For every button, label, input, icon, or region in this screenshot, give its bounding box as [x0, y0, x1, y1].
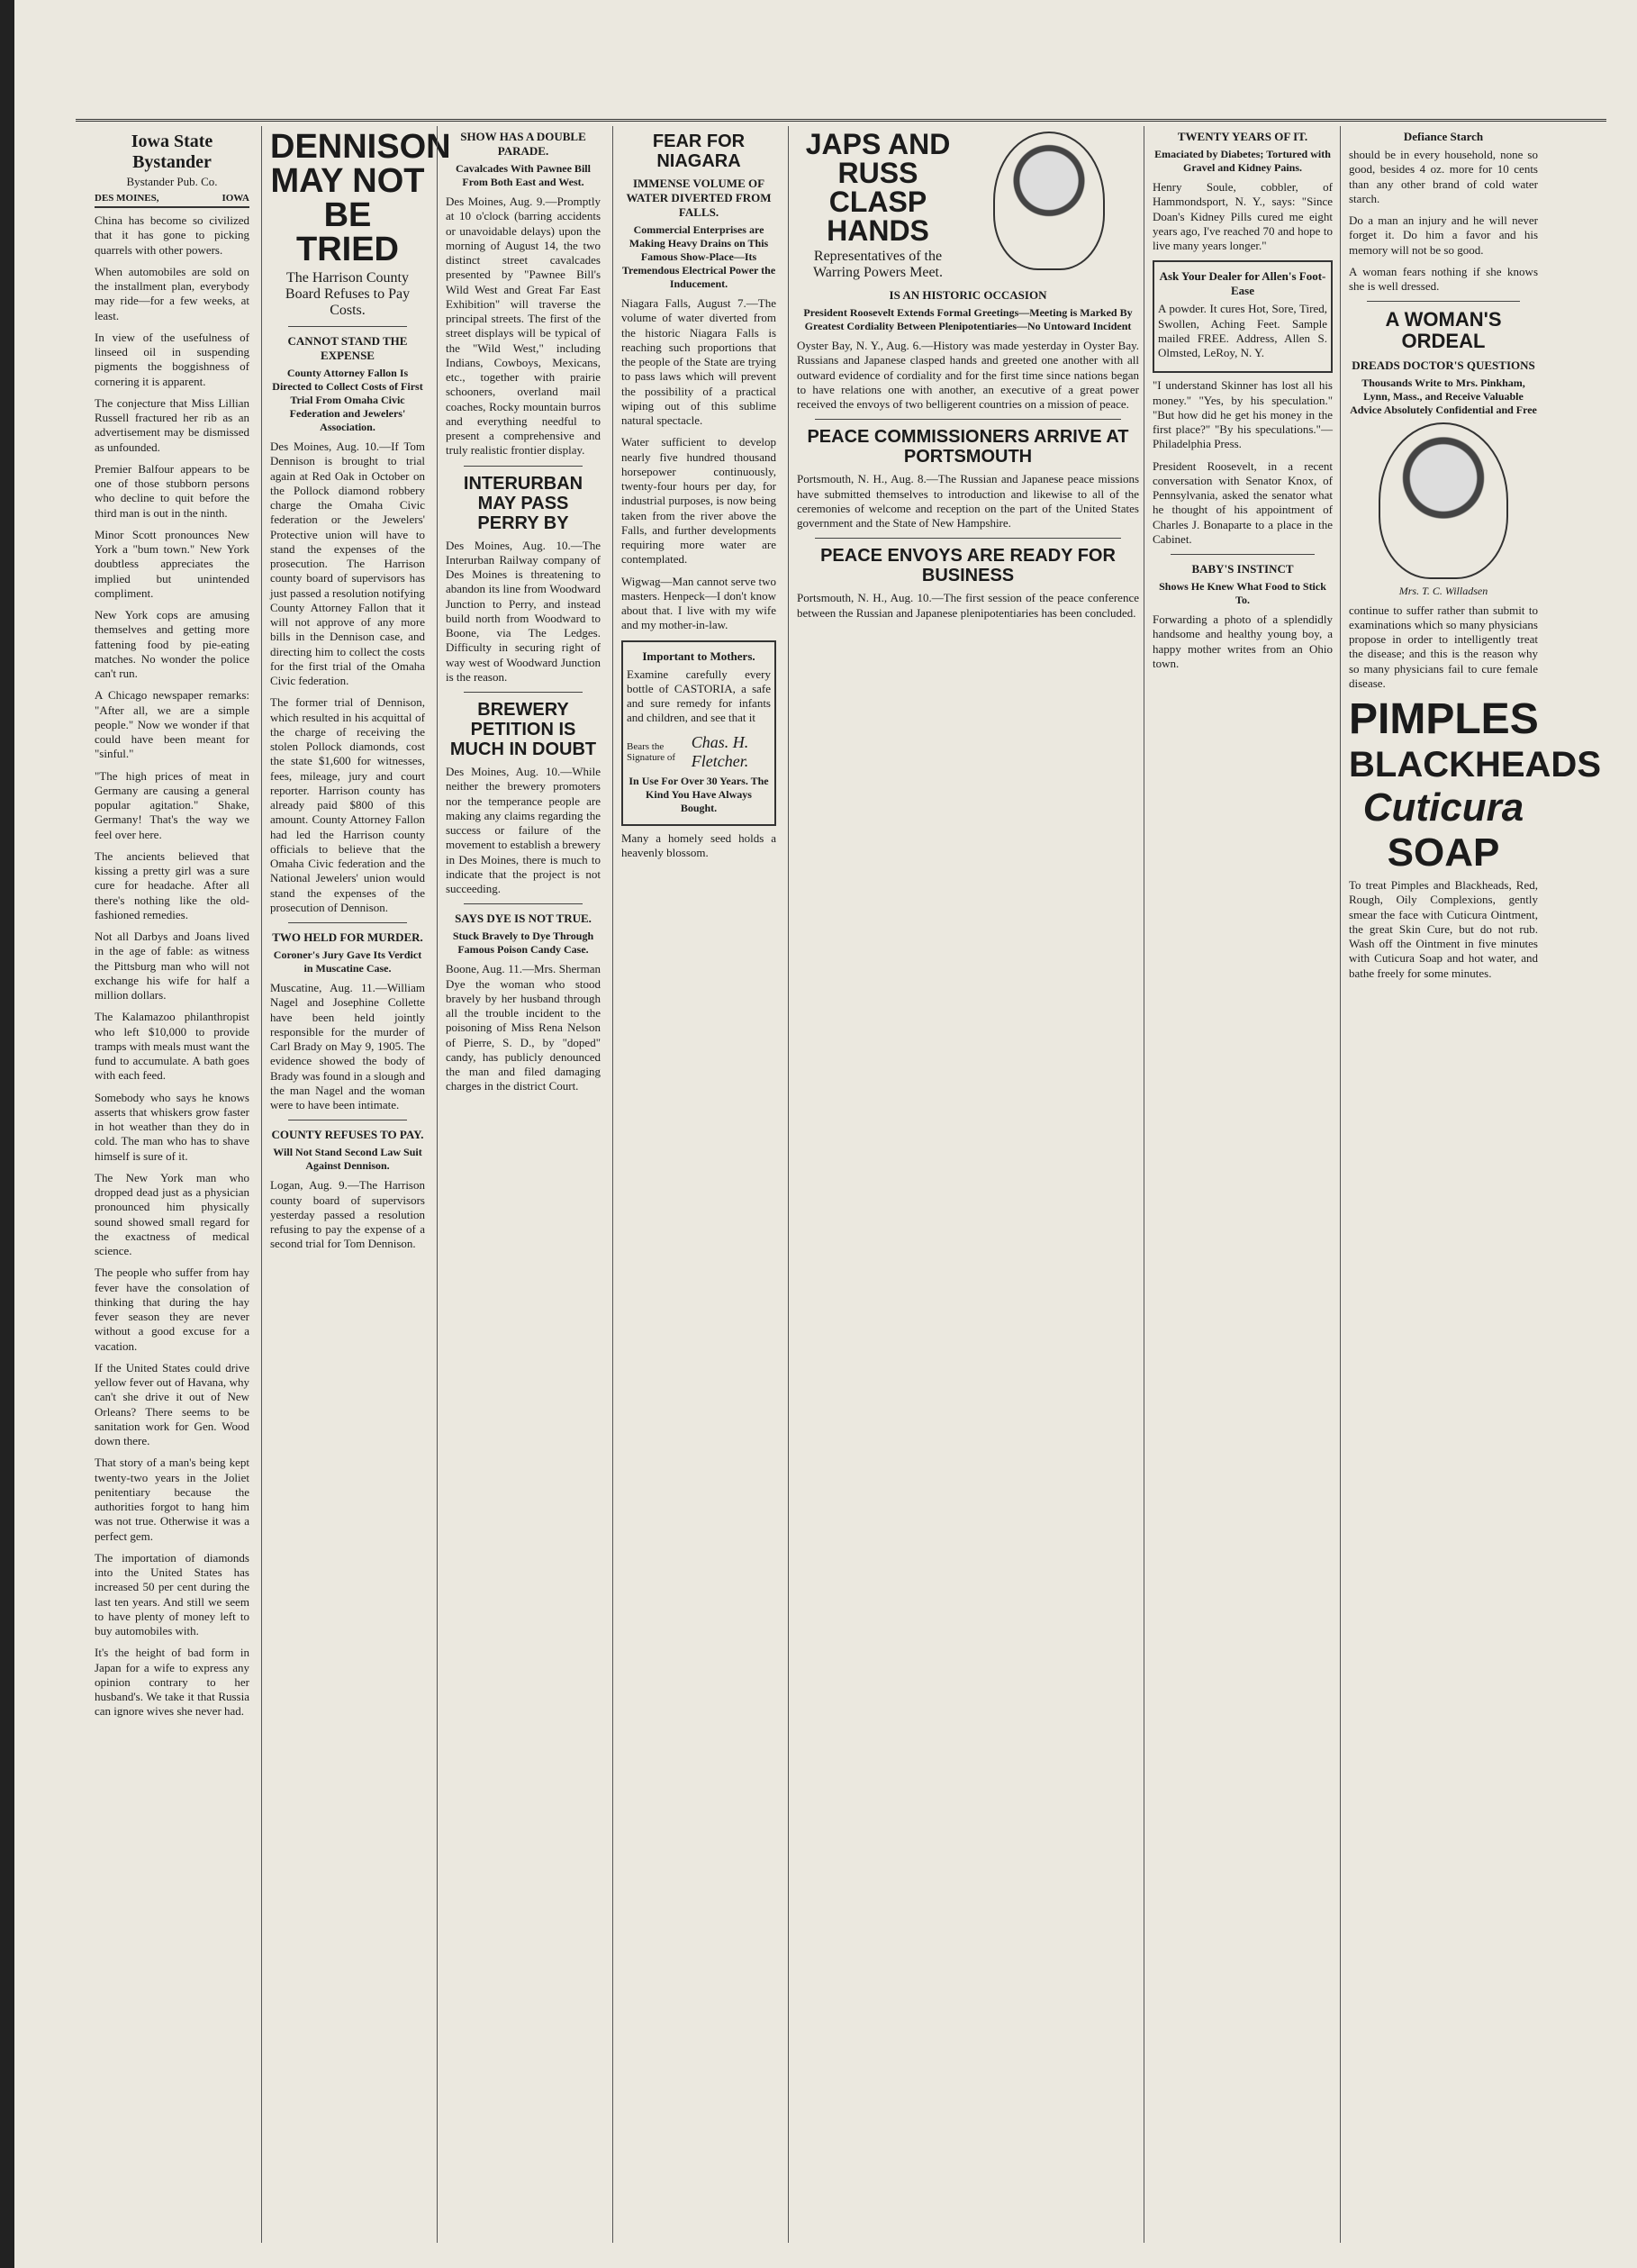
portrait-illustration [1379, 422, 1508, 579]
paragraph: The conjecture that Miss Lillian Russell fractured her rib as an advertisement may be dismissed as unfounded. [95, 395, 249, 454]
paragraph: Logan, Aug. 9.—The Harrison county board of supervisors yesterday passed a resolution refusing to pay the expense of a second trial for Tom Dennison. [270, 1178, 425, 1251]
ad-pimples: PIMPLES [1349, 695, 1539, 744]
paragraph: Niagara Falls, August 7.—The volume of water diverted from the historic Niagara Falls is reaching such proportions that the people of the State are trying to pass laws which will prevent the possibility of a practical wiping out of this sublime natural spectacle. [621, 296, 776, 427]
story-head: SAYS DYE IS NOT TRUE. [455, 912, 592, 926]
paragraph: The importation of diamonds into the United States has increased 50 per cent during the last ten years. And still we seem to have plenty of money left to buy automobiles with. [95, 1550, 249, 1637]
paragraph: Water sufficient to develop nearly five hundred thousand horsepower continuously, twenty-four hours per day, for industrial purposes, is now being taken from the river above the Falls, and further developments requiring more water are contemplated. [621, 435, 776, 567]
ad-head: Important to Mothers. [642, 649, 755, 663]
paragraph: Somebody who says he knows asserts that whiskers grow faster in hot weather than they do in cold. The man who has to shave himself is sure of it. [95, 1090, 249, 1163]
divider [464, 692, 583, 693]
paragraph: Henry Soule, cobbler, of Hammondsport, N. Y., says: "Since Doan's Kidney Pills cured me eight years ago, I've reached 70 and hope to live many years longer." [1153, 180, 1333, 252]
ad-foot: In Use For Over 30 Years. The Kind You Have Always Bought. [629, 774, 769, 814]
paragraph: Des Moines, Aug. 10.—The Interurban Railway company of Des Moines is threatening to abandon its line from Woodward Junction to Perry, and instead build north from Woodward to Boone, via The Ledges. Difficulty in securing right of way west of Woodward Junction is the reason. [446, 538, 601, 684]
column-divider [1340, 126, 1341, 2243]
ad-cuticura: Cuticura [1362, 785, 1524, 830]
story-head: TWO HELD FOR MURDER. [272, 930, 423, 944]
paragraph: A Chicago newspaper remarks: "After all, we are a simple people." Now we wonder if that could have been meant for "sinful." [95, 688, 249, 761]
paragraph: should be in every household, none so good, besides 4 oz. more for 10 cents than any other brand of cold water starch. [1349, 148, 1538, 205]
section-head: CANNOT STAND THE EXPENSE [287, 334, 408, 362]
paragraph: Premier Balfour appears to be one of those stubborn persons who decline to quit before the third man is out in the ninth. [95, 461, 249, 520]
ad-signature-row [627, 733, 771, 771]
portrait-caption: Mrs. T. C. Willadsen [1398, 584, 1488, 597]
paragraph: Boone, Aug. 11.—Mrs. Sherman Dye the woman who stood bravely by her husband through all the trouble incident to the poisoning of Miss Rena Nelson of Pierre, S. D., by "doped" candy, has publicly denounced the man and filed damaging charges in the district Court. [446, 962, 601, 1093]
paragraph: The people who suffer from hay fever have the consolation of thinking that during the hay fever season they are never without a good excuse for a vacation. [95, 1266, 249, 1353]
ad-signature-label: Bears the Signature of [627, 740, 676, 763]
story-head: SHOW HAS A DOUBLE PARADE. [460, 130, 586, 158]
paragraph: Portsmouth, N. H., Aug. 10.—The first session of the peace conference between the Russian and Japanese plenipotentiaries has been concluded. [797, 591, 1139, 620]
paragraph: Forwarding a photo of a splendidly handsome and healthy young boy, a happy mother writes from an Ohio town. [1153, 612, 1333, 670]
story-deck: Coroner's Jury Gave Its Verdict in Muscatine Case. [273, 948, 422, 975]
deck: President Roosevelt Extends Formal Greetings—Meeting is Marked By Greatest Cordiality Between Plenipotentiaries—No Untoward Incident [803, 306, 1133, 332]
headline-peace-commissioners: PEACE COMMISSIONERS ARRIVE AT PORTSMOUTH [807, 427, 1129, 467]
deck: Commercial Enterprises are Making Heavy Drains on This Famous Show-Place—Its Tremendous Electrical Power the Inducement. [621, 223, 776, 290]
headline-niagara: FEAR FOR NIAGARA [652, 132, 746, 171]
divider [815, 419, 1121, 420]
paragraph: Minor Scott pronounces New York a "bum town." New York doubtless appreciates the implied but unintended compliment. [95, 527, 249, 600]
paragraph: "I understand Skinner has lost all his money." "Yes, by his speculation." "But how did he get his money in the first place?" "By his speculations."—Philadelphia Press. [1153, 378, 1333, 451]
subhead-doctors: DREADS DOCTOR'S QUESTIONS [1352, 358, 1535, 372]
paragraph: "The high prices of meat in Germany are causing a general popular agitation." Shake, Germany! That's the way we feel over here. [95, 768, 249, 841]
deck: Thousands Write to Mrs. Pinkham, Lynn, Mass., and Receive Valuable Advice Absolutely Confidential and Free [1350, 376, 1537, 416]
paragraph: In view of the usefulness of linseed oil in suspending pigments the boggishness of cornering it is apparent. [95, 330, 249, 388]
divider [288, 326, 407, 327]
ad-blackheads: BLACKHEADS [1349, 745, 1601, 785]
paragraph: Portsmouth, N. H., Aug. 8.—The Russian and Japanese peace missions have submitted themselves to introduction and likewise to all of the ceremonies of welcome and reception on the part of the United States government and the State of New Hampshire. [797, 472, 1139, 530]
castoria-ad [621, 640, 776, 826]
story-deck: Emaciated by Diabetes; Tortured with Gravel and Kidney Pains. [1154, 148, 1331, 174]
paragraph: If the United States could drive yellow fever out of Havana, why can't she drive it out of New Orleans? There seems to be sanitation work for Gen. Wood down there. [95, 1360, 249, 1447]
deck: County Attorney Fallon Is Directed to Collect Costs of First Trial From Omaha Civic Federation and Jewelers' Association. [272, 367, 423, 433]
masthead-dateline [95, 193, 249, 208]
divider [1171, 554, 1315, 555]
column-divider [437, 126, 438, 2243]
story-deck: Shows He Knew What Food to Stick To. [1159, 580, 1326, 606]
ad-text: Examine carefully every bottle of CASTORIA, a safe and sure remedy for infants and children, and see that it [627, 667, 771, 725]
paragraph: To treat Pimples and Blackheads, Red, Rough, Oily Complexions, gently smear the face with Cuticura Ointment, the great Skin Cure, but do not rub. Wash off the Ointment in five minutes with Cuticura Soap and hot water, and bathe freely for some minutes. [1349, 878, 1538, 980]
paragraph: A woman fears nothing if she knows she is well dressed. [1349, 264, 1538, 293]
paragraph: Oyster Bay, N. Y., Aug. 6.—History was made yesterday in Oyster Bay. Russians and Japanese clasped hands and greeted one another with all outward evidence of cordiality and for the first time since nations began to have relations one with another, an executive of a great power received the envoys of two belligerent countries on a mission of peace. [797, 339, 1139, 411]
paragraph: Wigwag—Man cannot serve two masters. Henpeck—I don't know about that. I live with my wife and my mother-in-law. [621, 574, 776, 632]
column-2 [270, 126, 451, 2252]
divider [464, 466, 583, 467]
column-3 [446, 126, 601, 2252]
paragraph: continue to suffer rather than submit to examinations which so many physicians propose in order to intelligently treat the disease; and this is the reason why so many physicians fail to cure female disease. [1349, 603, 1538, 690]
japs-russ-headline-block [797, 126, 959, 285]
masthead-publisher: Bystander Pub. Co. [126, 175, 218, 188]
paragraph: New York cops are amusing themselves and getting more fattening food by pie-eating matches. No wonder the police can't run. [95, 608, 249, 680]
column-7 [1349, 126, 1601, 2252]
masthead-city: DES MOINES, [95, 193, 159, 204]
story-deck: Cavalcades With Pawnee Bill From Both East and West. [456, 162, 591, 188]
paragraph: Many a homely seed holds a heavenly blossom. [621, 830, 776, 859]
scan-edge [0, 0, 14, 2268]
column-divider [261, 126, 262, 2243]
column-4 [621, 126, 776, 2252]
column-divider [788, 126, 789, 2243]
paragraph: Des Moines, Aug. 10.—If Tom Dennison is brought to trial again at Red Oak in October on the Pollock diamond robbery charge the Omaha Civic federation or the Jewelers' Protective union will have to stand the expenses of the prosecution. The Harrison county board of supervisors has just passed a resolution notifying County Attorney Fallon that it will not approve of any more bills in the Dennison case, and directing him to collect the costs for the first trial of the Omaha Civic federation. [270, 440, 425, 687]
column-6 [1153, 126, 1333, 2252]
headline-womans-ordeal: A WOMAN'S ORDEAL [1385, 308, 1502, 353]
headline-dennison: DENNISON MAY NOT BE TRIED [270, 128, 451, 268]
ad-soap: SOAP [1387, 830, 1500, 875]
paragraph: Do a man an injury and he will never forget it. Do him a favor and his memory will not be so good. [1349, 213, 1538, 257]
paragraph: The former trial of Dennison, which resulted in his acquittal of the charge of receiving the stolen Pollock diamonds, cost the state $1,600 for witnesses, fees, mileage, jury and court reporter. Harrison county has already paid $800 of this amount. County Attorney Fallon had led the Harrison county officials to believe that the Omaha Civic federation and the National Jewelers' union would stand the expenses of the prosecution of Dennison. [270, 695, 425, 914]
story-deck: Stuck Bravely to Dye Through Famous Poison Candy Case. [452, 930, 594, 957]
foot-ease-ad [1153, 260, 1333, 373]
divider [1367, 301, 1520, 302]
masthead-state: IOWA [222, 193, 249, 204]
story-head: COUNTY REFUSES TO PAY. [271, 1128, 424, 1142]
divider [464, 903, 583, 904]
story-deck: Will Not Stand Second Law Suit Against Dennison. [273, 1146, 422, 1173]
headline-japs-russ: JAPS AND RUSS CLASP HANDS [805, 128, 951, 247]
soule-portrait-block [968, 126, 1130, 285]
paragraph: Not all Darbys and Joans lived in the age of fable: as witness the Pittsburg man who will not exchange his wife for half a million dollars. [95, 930, 249, 1002]
paragraph: China has become so civilized that it has gone to picking quarrels with other powers. [95, 213, 249, 257]
japs-russ-header [797, 126, 1139, 285]
paragraph: When automobiles are sold on the installment plan, everybody may ride—for a few weeks, at least. [95, 264, 249, 322]
story-head: BABY'S INSTINCT [1191, 562, 1294, 576]
column-divider [612, 126, 613, 2243]
paragraph: Muscatine, Aug. 11.—William Nagel and Josephine Collette have been held jointly responsible for the murder of Carl Brady on May 9, 1905. The evidence showed the body of Brady was found in a slough and the man Nagel and the woman were to have been intimate. [270, 981, 425, 1111]
ad-text: A powder. It cures Hot, Sore, Tired, Swollen, Aching Feet. Sample mailed FREE. Address, Allen S. Olmsted, LeRoy, N. Y. [1158, 302, 1327, 359]
column-5 [797, 126, 1139, 2252]
paragraph: The Kalamazoo philanthropist who left $10,000 to provide tramps with meals must want the fund to accumulate. A bath goes with each feed. [95, 1010, 249, 1083]
ad-head: Defiance Starch [1403, 130, 1484, 143]
story-head: TWENTY YEARS OF IT. [1177, 130, 1308, 143]
headline-interurban: INTERURBAN MAY PASS PERRY BY [463, 473, 583, 533]
divider [815, 538, 1121, 539]
subhead-japs-russ: Representatives of the Warring Powers Meet. [812, 249, 943, 280]
paragraph: The ancients believed that kissing a pretty girl was a sure cure for headache. After all there's nothing like the old-fashioned remedies. [95, 848, 249, 921]
paragraph: The New York man who dropped dead just as a physician pronounced him physically sound showed small regard for the exactness of medical science. [95, 1170, 249, 1257]
ad-signature: Chas. H. Fletcher. [691, 732, 749, 770]
divider [288, 922, 407, 923]
paragraph: Des Moines, Aug. 10.—While neither the brewery promoters nor the temperance people are making any claims regarding the success or failure of the movement to establish a brewery in Des Moines, there is much to indicate that the project is not succeeding. [446, 765, 601, 895]
masthead-title: Iowa State Bystander [131, 132, 213, 172]
paragraph: President Roosevelt, in a recent conversation with Senator Knox, of Pennsylvania, asked the senator what he thought of his appointment of Charles J. Bonaparte to a place in the Cabinet. [1153, 458, 1333, 546]
ad-head: Ask Your Dealer for Allen's Foot-Ease [1159, 269, 1326, 298]
portrait-illustration [993, 132, 1105, 270]
subhead-dennison: The Harrison County Board Refuses to Pay Costs. [285, 270, 411, 318]
paragraph: It's the height of bad form in Japan for a wife to express any opinion contrary to her husband's. We take it that Russia can ignore wives she never had. [95, 1646, 249, 1719]
top-rule [76, 119, 1606, 122]
column-1 [95, 126, 249, 2252]
section-head: IS AN HISTORIC OCCASION [889, 288, 1047, 302]
paragraph: Des Moines, Aug. 9.—Promptly at 10 o'clock (barring accidents or unavoidable delays) upon the morning of August 14, the two distinct street cavalcades presented by "Pawnee Bill's Wild West and Great Far East Exhibition" will traverse the principal streets. The first of the street displays will be typical of the "Wild West," including Indians, Cowboys, Mexicans, etc., together with prairie schooners, overland mail coaches, Rocky mountain burros and everything needful to present a comprehensive and truly realistic frontier display. [446, 195, 601, 458]
headline-peace-envoys: PEACE ENVOYS ARE READY FOR BUSINESS [820, 546, 1116, 586]
paragraph: That story of a man's being kept twenty-two years in the Joliet penitentiary because the authorities forgot to hang him was not true. Otherwise it was a perfect gem. [95, 1456, 249, 1543]
headline-brewery: BREWERY PETITION IS MUCH IN DOUBT [449, 700, 597, 759]
section-head: IMMENSE VOLUME OF WATER DIVERTED FROM FALLS. [626, 177, 772, 219]
